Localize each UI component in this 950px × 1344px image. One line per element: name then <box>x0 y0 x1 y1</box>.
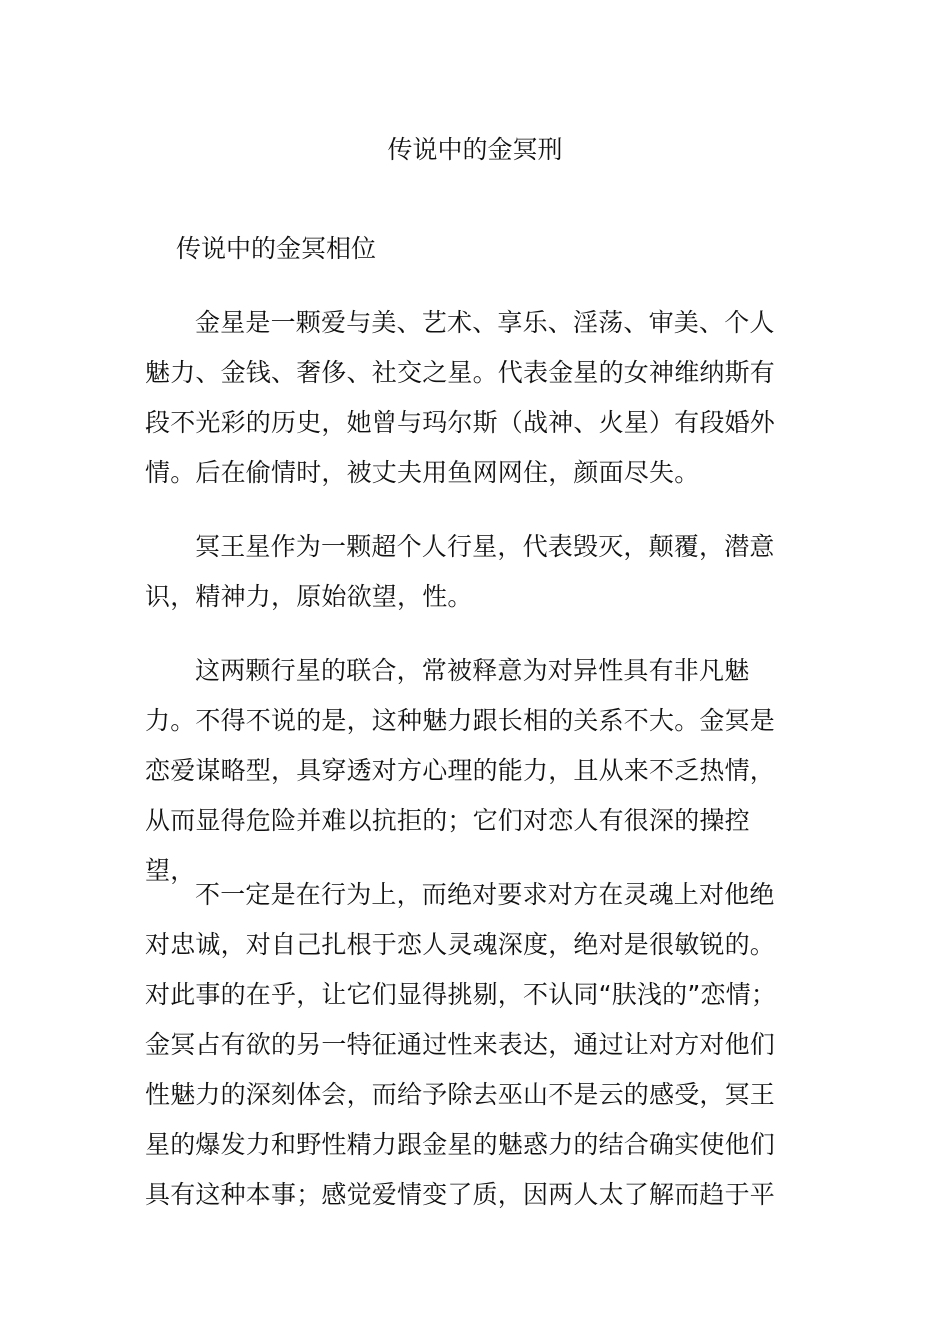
paragraph-conjunction: 这两颗行星的联合，常被释意为对异性具有非凡魅力。不得不说的是，这种魅力跟长相的关系不大。金冥是恋爱谋略型，具穿透对方心理的能力，且从来不乏热情，从而显得危险并难以抗拒的；它们对恋人有很深的操控望， <box>145 656 776 885</box>
paragraph-venus: 金星是一颗爱与美、艺术、享乐、淫荡、审美、个人魅力、金钱、奢侈、社交之星。代表金星的女神维纳斯有段不光彩的历史，她曾与玛尔斯（战神、火星）有段婚外情。后在偷情时，被丈夫用鱼网网住，颜面尽失。 <box>145 308 776 487</box>
paragraph-possession: 不一定是在行为上，而绝对要求对方在灵魂上对他绝对忠诚，对自己扎根于恋人灵魂深度，绝对是很敏锐的。对此事的在乎，让它们显得挑剔，不认同“肤浅的”恋情；金冥占有欲的另一特征通过性来表达，通过让对方对他们性魅力的深刻体会，而给予除去巫山不是云的感受，冥王星的爆发力和野性精力跟金星的魅惑力的结合确实使他们具有这种本事；感觉爱情变了质，因两人太了解而趋于平 <box>145 880 777 1209</box>
paragraph-pluto: 冥王星作为一颗超个人行星，代表毁灭，颠覆，潜意识，精神力，原始欲望，性。 <box>145 532 775 611</box>
section-heading: 传说中的金冥相位 <box>176 234 377 263</box>
document-title: 传说中的金冥刑 <box>387 135 563 164</box>
